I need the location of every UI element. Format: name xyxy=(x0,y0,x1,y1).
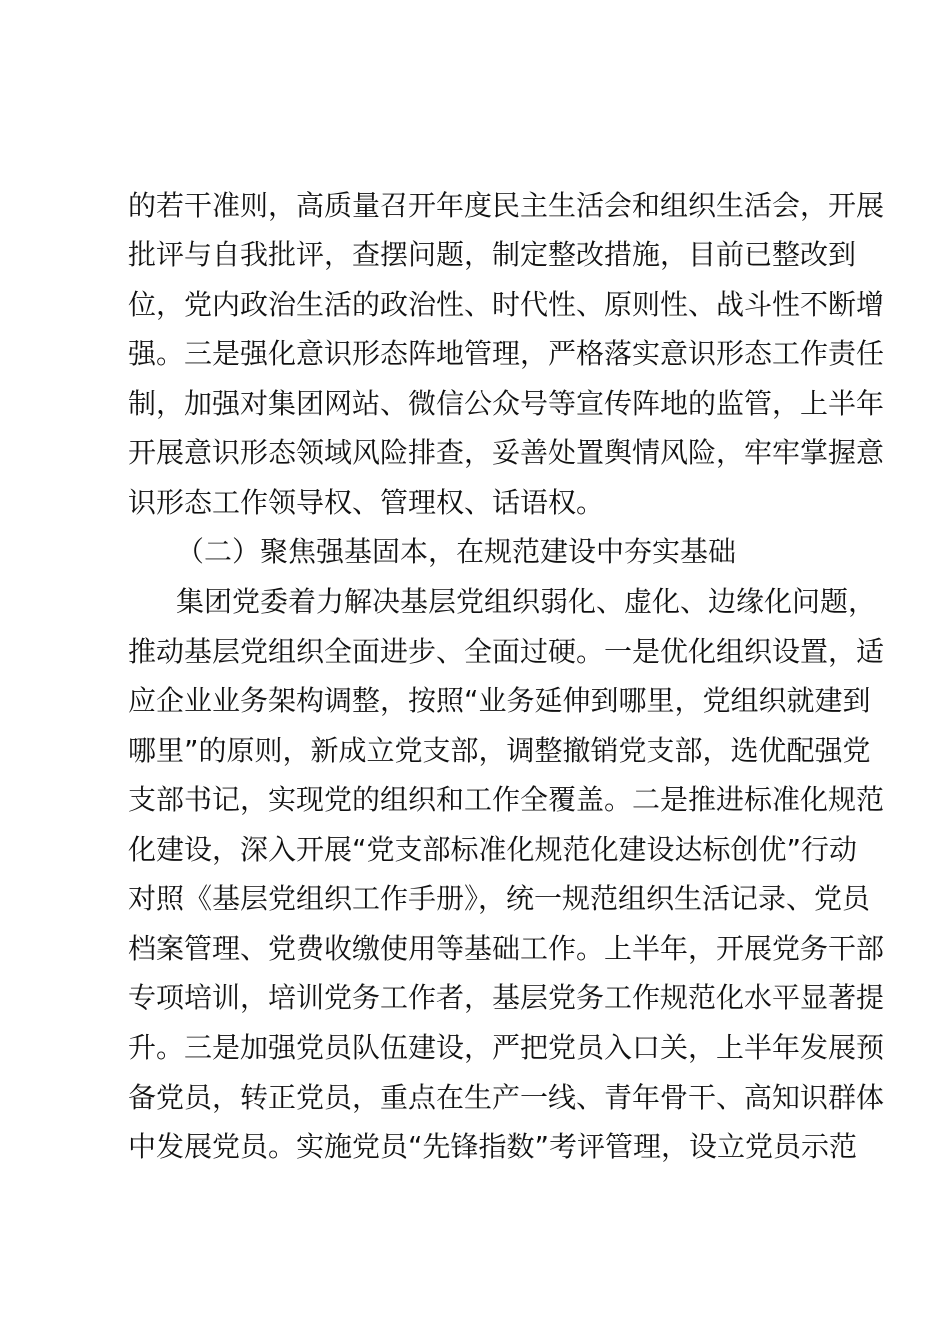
text-line: 应企业业务架构调整，按照“业务延伸到哪里，党组织就建到 xyxy=(128,684,871,717)
text-line: 识形态工作领导权、管理权、话语权。 xyxy=(128,486,605,519)
text-line: 支部书记，实现党的组织和工作全覆盖。二是推进标准化规范 xyxy=(128,783,885,816)
text-line: 的若干准则，高质量召开年度民主生活会和组织生活会，开展 xyxy=(128,189,885,222)
text-line: 对照《基层党组织工作手册》，统一规范组织生活记录、党员 xyxy=(128,882,871,915)
text-line: 专项培训，培训党务工作者，基层党务工作规范化水平显著提 xyxy=(128,981,885,1014)
text-line: 位，党内政治生活的政治性、时代性、原则性、战斗性不断增 xyxy=(128,288,885,321)
paragraph-first-line: 集团党委着力解决基层党组织弱化、虚化、边缘化问题， xyxy=(176,585,877,618)
text-line: 强。三是强化意识形态阵地管理，严格落实意识形态工作责任 xyxy=(128,337,885,370)
text-line: 备党员，转正党员，重点在生产一线、青年骨干、高知识群体 xyxy=(128,1081,885,1114)
text-line: 推动基层党组织全面进步、全面过硬。一是优化组织设置，适 xyxy=(128,635,885,668)
text-line: 开展意识形态领域风险排查，妥善处置舆情风险，牢牢掌握意 xyxy=(128,436,885,469)
text-line: 中发展党员。实施党员“先锋指数”考评管理，设立党员示范 xyxy=(128,1130,858,1163)
text-line: 升。三是加强党员队伍建设，严把党员入口关，上半年发展预 xyxy=(128,1031,885,1064)
text-line: 制，加强对集团网站、微信公众号等宣传阵地的监管，上半年 xyxy=(128,387,885,420)
text-line: 哪里”的原则，新成立党支部，调整撤销党支部，选优配强党 xyxy=(128,734,871,767)
text-line: 批评与自我批评，查摆问题，制定整改措施，目前已整改到 xyxy=(128,238,857,271)
text-line: 化建设，深入开展“党支部标准化规范化建设达标创优”行动 xyxy=(128,833,858,866)
section-heading: （二）聚焦强基固本，在规范建设中夯实基础 xyxy=(176,535,737,568)
text-line: 档案管理、党费收缴使用等基础工作。上半年，开展党务干部 xyxy=(128,932,885,965)
